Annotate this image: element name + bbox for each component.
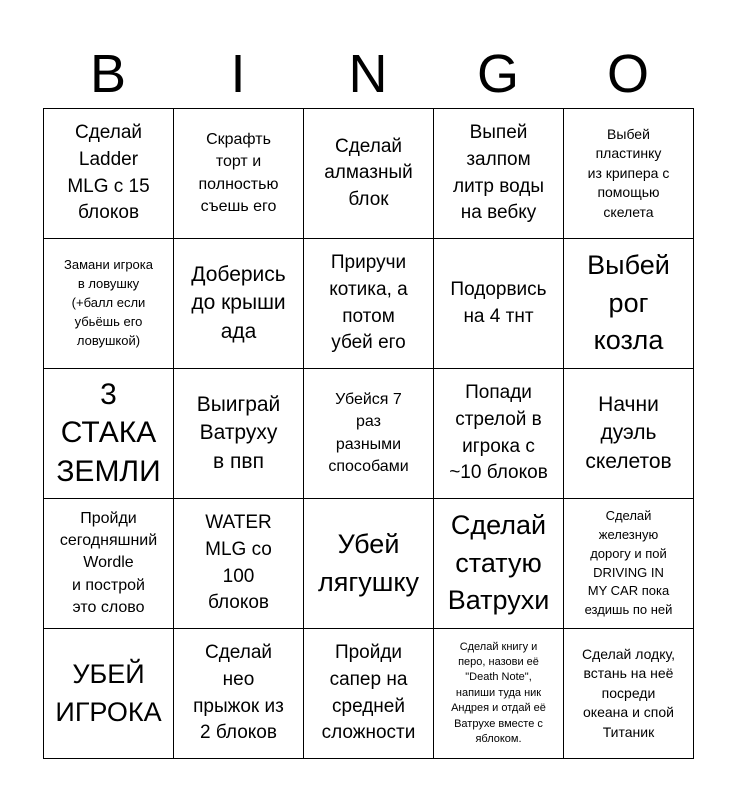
bingo-cell-r3c1 xyxy=(44,369,174,499)
bingo-cell-text: Выпей залпом литр воды на вебку xyxy=(452,122,545,224)
bingo-cell-text: Выбей пластинку из крипера с помощью скелета xyxy=(587,125,670,220)
bingo-cell-r4c3 xyxy=(304,499,434,629)
bingo-cell-r5c4 xyxy=(434,629,564,759)
bingo-cell-text: Пройди сегодняшний Wordle и построй это слово xyxy=(59,509,158,617)
bingo-cell-r5c3 xyxy=(304,629,434,759)
header-letter-g: G xyxy=(476,44,519,104)
bingo-cell-text: Сделай нео прыжок из 2 блоков xyxy=(193,642,284,744)
header-letter-o: O xyxy=(606,44,649,104)
bingo-cell-text: Сделай алмазный блок xyxy=(324,135,413,210)
bingo-cell-r1c3 xyxy=(304,109,434,239)
bingo-cell-r4c4 xyxy=(434,499,564,629)
bingo-cell-text: УБЕЙ ИГРОКА xyxy=(55,658,162,727)
bingo-cell-r1c1 xyxy=(44,109,174,239)
header-letter-b: B xyxy=(89,44,127,104)
bingo-header xyxy=(43,40,693,108)
bingo-cell-text: Убейся 7 раз разными способами xyxy=(328,390,409,475)
bingo-cell-r1c5 xyxy=(564,109,694,239)
bingo-cell-text: Сделай статую Ватрухи xyxy=(447,509,550,616)
bingo-cell-r3c2 xyxy=(174,369,304,499)
bingo-cell-text: Сделай железную дорогу и пой DRIVING IN MY CAR пока ездишь по ней xyxy=(584,507,673,618)
bingo-cell-text: Выбей рог козла xyxy=(587,249,670,356)
bingo-cell-text: Приручи котика, а потом убей его xyxy=(329,252,408,354)
bingo-cell-text: Доберись до крыши ада xyxy=(191,262,286,343)
bingo-cell-text: 3 СТАКА ЗЕМЛИ xyxy=(56,377,161,488)
bingo-cell-r3c5 xyxy=(564,369,694,499)
bingo-cell-text: Убей лягушку xyxy=(318,528,419,597)
bingo-cell-r3c3 xyxy=(304,369,434,499)
bingo-cell-r2c4 xyxy=(434,239,564,369)
bingo-cell-text: Попади стрелой в игрока с ~10 блоков xyxy=(449,382,548,484)
bingo-cell-text: Сделай лодку, встань на неё посреди океана и спой Титаник xyxy=(581,645,675,740)
bingo-cell-r3c4 xyxy=(434,369,564,499)
bingo-board xyxy=(43,108,694,759)
bingo-cell-r2c1 xyxy=(44,239,174,369)
bingo-cell-text: Начни дуэль скелетов xyxy=(585,392,672,473)
bingo-cell-text: Выиграй Ватруху в пвп xyxy=(196,392,281,473)
bingo-cell-r4c1 xyxy=(44,499,174,629)
bingo-cell-r4c5 xyxy=(564,499,694,629)
bingo-cell-text: Сделай Ladder MLG с 15 блоков xyxy=(67,122,150,224)
bingo-cell-r1c2 xyxy=(174,109,304,239)
header-letter-n: N xyxy=(348,44,388,104)
bingo-cell-r5c2 xyxy=(174,629,304,759)
bingo-cell-text: Скрафть торт и полностью съешь его xyxy=(198,130,279,215)
bingo-cell-text: Замани игрока в ловушку (+балл если убьёшь его ловушкой) xyxy=(64,257,153,348)
bingo-cell-r2c5 xyxy=(564,239,694,369)
bingo-cell-r4c2 xyxy=(174,499,304,629)
bingo-cell-r5c5 xyxy=(564,629,694,759)
bingo-cell-text: Пройди сапер на средней сложности xyxy=(321,642,416,744)
bingo-cell-text: Сделай книгу и перо, назови её "Death Note", напиши туда ник Андрея и отдай её Ватрухе вместе с яблоком. xyxy=(451,640,546,745)
bingo-cell-r2c2 xyxy=(174,239,304,369)
bingo-cell-r5c1 xyxy=(44,629,174,759)
bingo-cell-r2c3 xyxy=(304,239,434,369)
bingo-cell-text: Подорвись на 4 тнт xyxy=(450,278,547,327)
bingo-cell-text: WATER MLG со 100 блоков xyxy=(205,512,272,614)
header-letter-i: I xyxy=(230,44,246,104)
bingo-cell-r1c4 xyxy=(434,109,564,239)
